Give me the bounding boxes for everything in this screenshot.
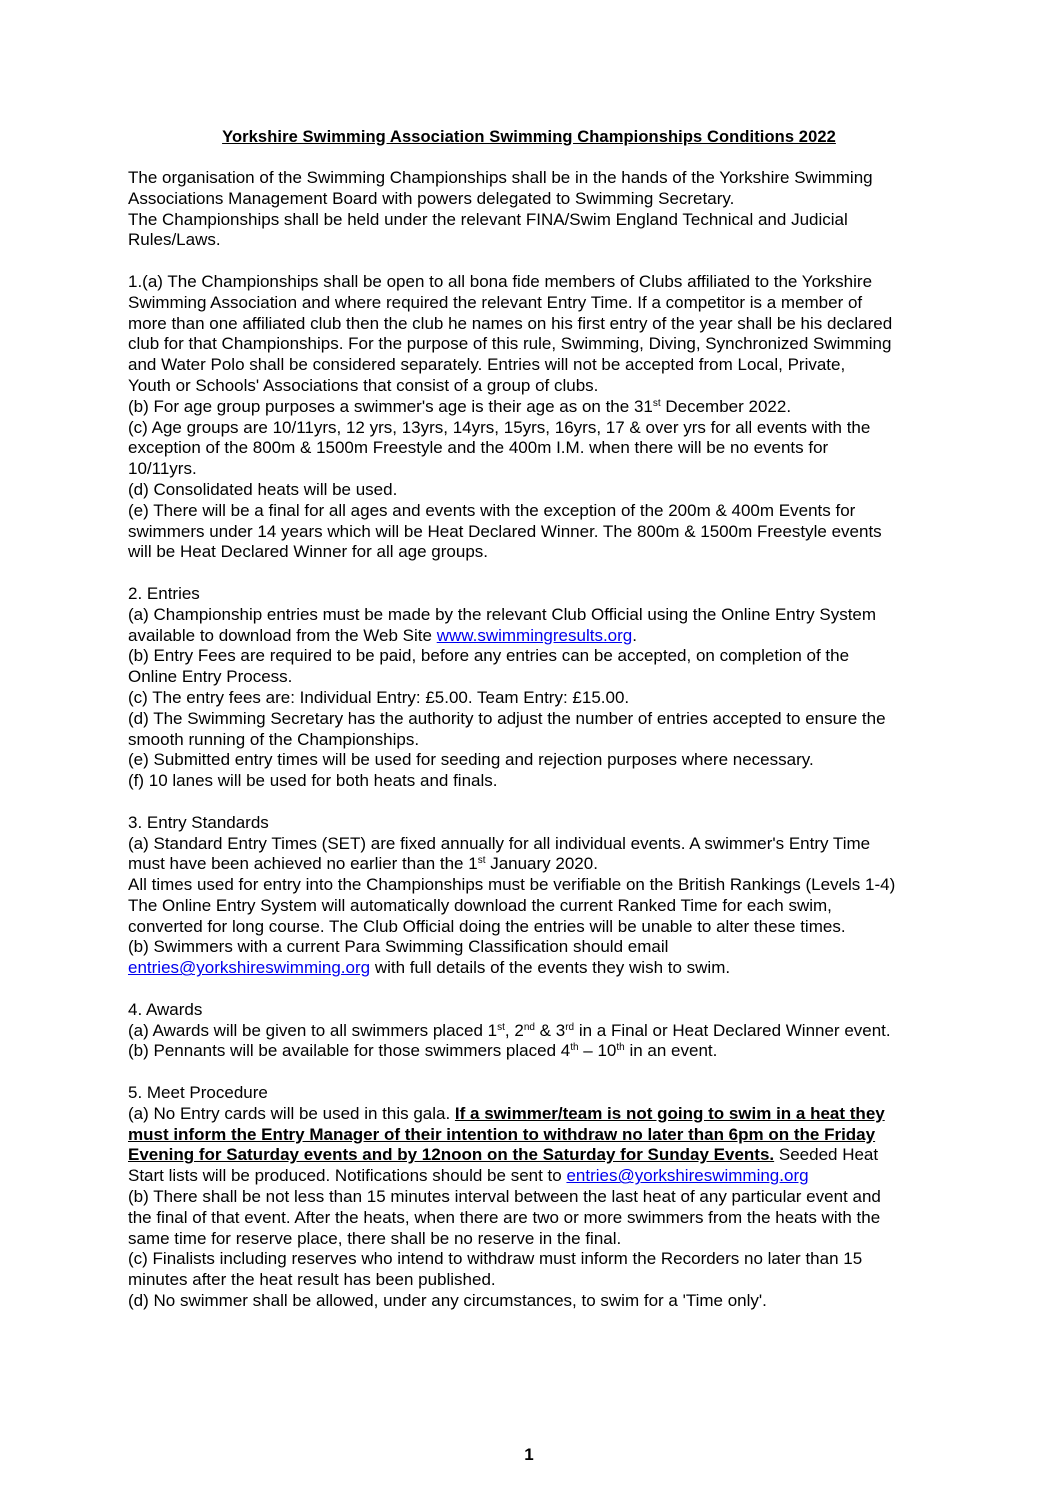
section-heading: 3. Entry Standards [128, 812, 269, 832]
s1-line: 1.(a) The Championships shall be open to all bona fide members of Clubs affiliated to the Yorkshire [128, 271, 873, 291]
s3-line: (a) Standard Entry Times (SET) are fixed annually for all individual events. A swimmer's Entry Time [128, 833, 871, 853]
s2-line: smooth running of the Championships. [128, 729, 420, 749]
s3-line: (b) Swimmers with a current Para Swimming Classification should email [128, 937, 669, 957]
s1-line: more than one affiliated club then the club he names on his first entry of the year shall be his declared [128, 313, 893, 333]
intro-line: The organisation of the Swimming Championships shall be in the hands of the Yorkshire Swimming [128, 168, 873, 187]
s5-line: must inform the Entry Manager of their intention to withdraw no later than 6pm on the Friday [128, 1124, 876, 1144]
s5-line: (d) No swimmer shall be allowed, under any circumstances, to swim for a 'Time only'. [128, 1291, 767, 1311]
page-number: 1 [524, 1445, 534, 1464]
s5-line: Start lists will be produced. Notifications should be sent to entries@yorkshireswimming.org [128, 1166, 809, 1186]
s1-line: and Water Polo shall be considered separately. Entries will not be accepted from Local, Private, [128, 355, 846, 375]
s2-line: (a) Championship entries must be made by the relevant Club Official using the Online Entry System [128, 604, 877, 624]
intro-line: Rules/Laws. [128, 230, 221, 250]
website-link[interactable]: www.swimmingresults.org [436, 625, 633, 645]
s2-line: Online Entry Process. [128, 667, 293, 687]
s5-line: Evening for Saturday events and by 12noon on the Saturday for Sunday Events. Seeded Heat [128, 1145, 879, 1165]
s5-line: (c) Finalists including reserves who intend to withdraw must inform the Recorders no later than 15 [128, 1249, 863, 1269]
s3-line: entries@yorkshireswimming.org with full details of the events they wish to swim. [128, 958, 731, 978]
s4-line: (b) Pennants will be available for those swimmers placed 4th – 10th in an event. [128, 1041, 718, 1061]
document-title: Yorkshire Swimming Association Swimming Championships Conditions 2022 [222, 128, 836, 146]
s1-line: swimmers under 14 years which will be Heat Declared Winner. The 800m & 1500m Freestyle events [128, 521, 882, 541]
document-body [128, 168, 958, 1312]
s1-line: 10/11yrs. [128, 459, 197, 479]
s1-b-line: (b) For age group purposes a swimmer's age is their age as on the 31st December 2022. [128, 396, 792, 416]
s1-line: exception of the 800m & 1500m Freestyle and the 400m I.M. when there will be no events for [128, 438, 829, 458]
s5-line: the final of that event. After the heats, when there are two or more swimmers from the heats with the [128, 1207, 881, 1227]
s3-line: All times used for entry into the Championships must be verifiable on the British Rankings (Levels 1-4) [128, 875, 896, 895]
section-heading: 2. Entries [128, 583, 200, 603]
s3-line: converted for long course. The Club Official doing the entries will be unable to alter these times. [128, 916, 846, 936]
s4-line: (a) Awards will be given to all swimmers placed 1st, 2nd & 3rd in a Final or Heat Declared Winner event. [128, 1020, 891, 1040]
s5-line: same time for reserve place, there shall be no reserve in the final. [128, 1228, 622, 1248]
s1-line: Youth or Schools' Associations that consist of a group of clubs. [128, 375, 599, 395]
s2-line: available to download from the Web Site www.swimmingresults.org. [128, 625, 637, 645]
s2-line: (d) The Swimming Secretary has the authority to adjust the number of entries accepted to ensure the [128, 708, 886, 728]
section-heading: 5. Meet Procedure [128, 1083, 268, 1103]
s5-line: minutes after the heat result has been published. [128, 1270, 496, 1290]
s1-line: (d) Consolidated heats will be used. [128, 479, 398, 499]
s5-line: (a) No Entry cards will be used in this gala. If a swimmer/team is not going to swim in a heat they [128, 1103, 885, 1123]
s2-line: (c) The entry fees are: Individual Entry: £5.00. Team Entry: £15.00. [128, 687, 630, 707]
s1-line: Swimming Association and where required the relevant Entry Time. If a competitor is a member of [128, 292, 863, 312]
s2-line: (f) 10 lanes will be used for both heats and finals. [128, 771, 498, 791]
section-heading: 4. Awards [128, 999, 203, 1019]
email-link[interactable]: entries@yorkshireswimming.org [128, 958, 371, 978]
s3-line: must have been achieved no earlier than the 1st January 2020. [128, 854, 598, 874]
s1-line: (c) Age groups are 10/11yrs, 12 yrs, 13yrs, 14yrs, 15yrs, 16yrs, 17 & over yrs for all events with the [128, 417, 871, 437]
s1-line: club for that Championships. For the purpose of this rule, Swimming, Diving, Synchronized Swimming [128, 334, 892, 354]
s2-line: (b) Entry Fees are required to be paid, before any entries can be accepted, on completion of the [128, 646, 850, 666]
s1-line: will be Heat Declared Winner for all age groups. [128, 542, 489, 562]
intro-line: The Championships shall be held under the relevant FINA/Swim England Technical and Judicial [128, 209, 848, 229]
intro-line: Associations Management Board with powers delegated to Swimming Secretary. [128, 188, 735, 208]
s3-line: The Online Entry System will automatically download the current Ranked Time for each swim, [128, 895, 832, 915]
email-link[interactable]: entries@yorkshireswimming.org [566, 1166, 809, 1186]
s1-line: (e) There will be a final for all ages and events with the exception of the 200m & 400m Events for [128, 500, 856, 520]
s2-line: (e) Submitted entry times will be used for seeding and rejection purposes where necessary. [128, 750, 814, 770]
s5-line: (b) There shall be not less than 15 minutes interval between the last heat of any particular event and [128, 1187, 881, 1207]
